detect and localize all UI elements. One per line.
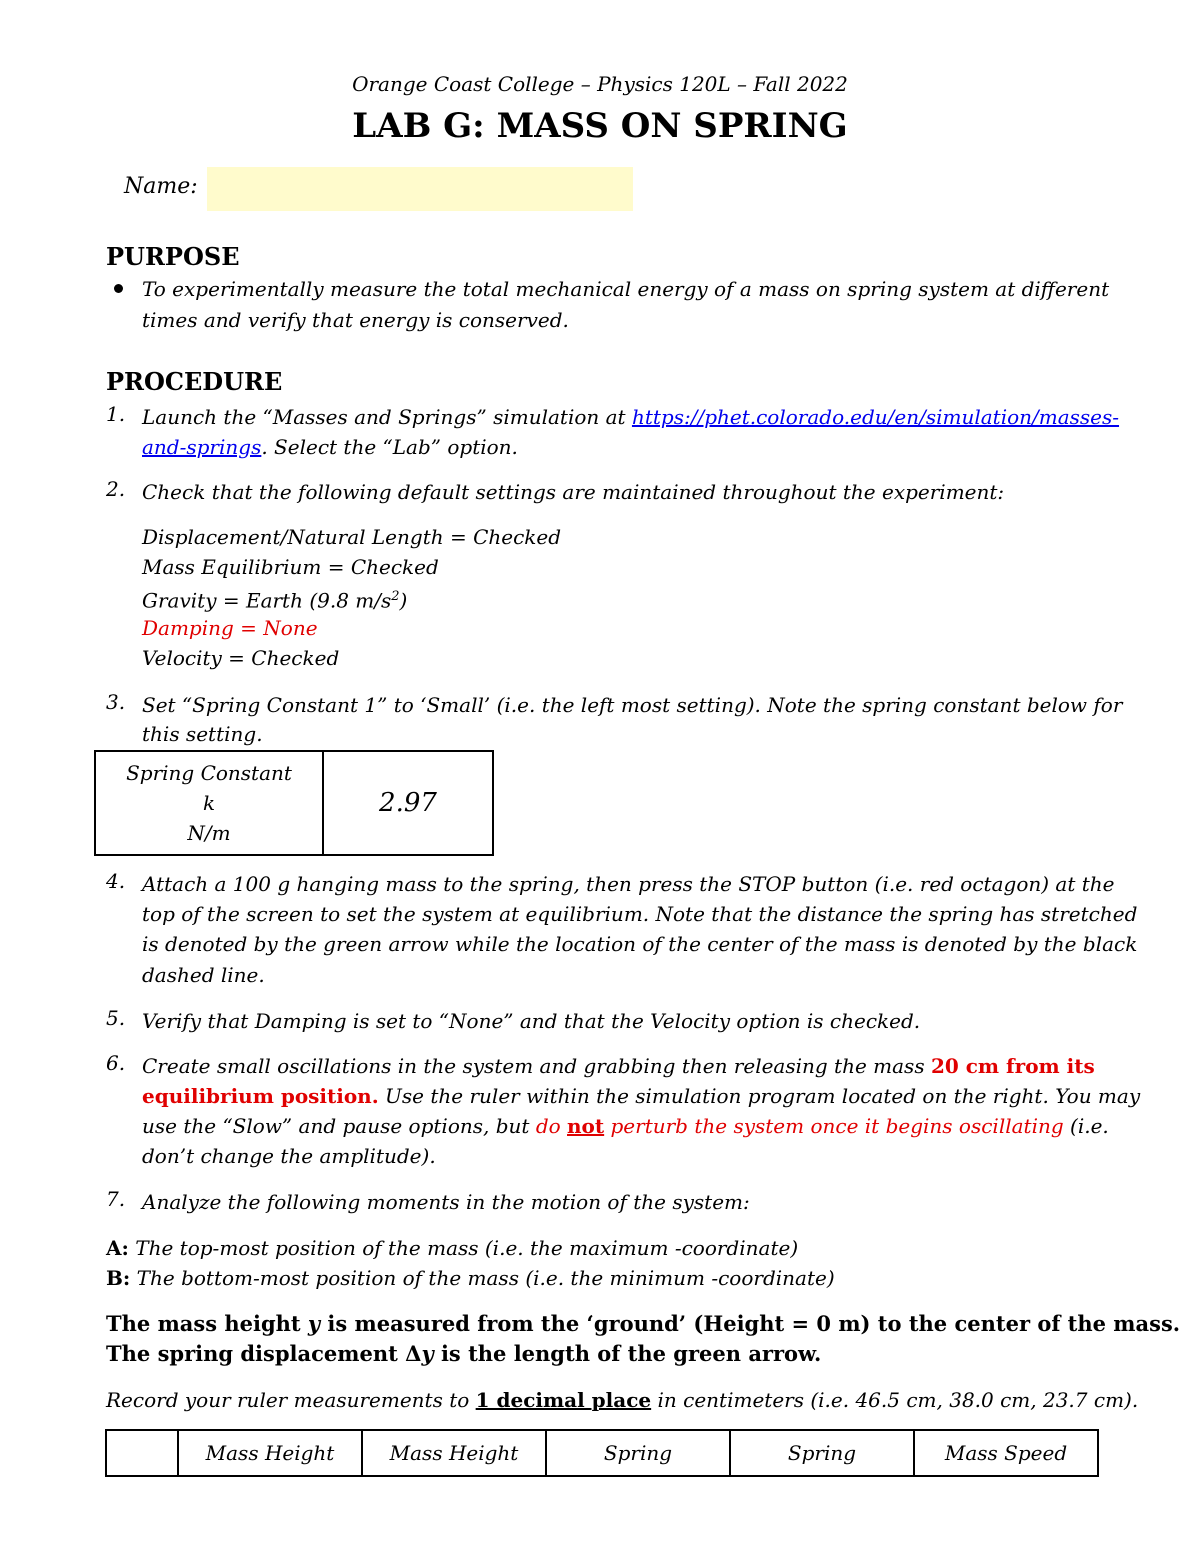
step-6-line-3 [142, 1111, 1109, 1141]
moment-b-label: B: [106, 1266, 131, 1290]
step-6-line-3-red-2: perturb the system once it begins oscillating [604, 1114, 1064, 1138]
step-6-line-3-not: not [567, 1114, 605, 1138]
step-6-line-1-red: 20 cm from its [930, 1054, 1095, 1078]
moment-a-text: The top-most position of the mass (i.e. the maximum -coordinate) [128, 1236, 799, 1260]
step-2-number: 2. [106, 477, 126, 501]
step-6-line-3-text: use the “Slow” and pause options, but [142, 1114, 536, 1138]
spring-constant-label [95, 751, 323, 855]
setting-gravity-text: Gravity = Earth (9.8 m/s [142, 588, 392, 613]
table-header-row [106, 1430, 1098, 1476]
spring-constant-label-2: k [202, 791, 216, 815]
document-header: Orange Coast College – Physics 120L – Fall 2022 [352, 72, 848, 96]
step-4-line-3: is denoted by the green arrow while the location of the center of the mass is denoted by the black [142, 932, 1138, 956]
table-header-cell [106, 1430, 178, 1476]
step-6-number: 6. [106, 1051, 126, 1075]
record-a: Record your ruler measurements to [106, 1388, 476, 1412]
moment-a [106, 1233, 798, 1263]
bold-note-1-var: y [307, 1311, 321, 1336]
setting-displacement: Displacement/Natural Length = Checked [142, 525, 562, 549]
bold-note-1-a: The mass height [106, 1311, 308, 1336]
step-6-line-1-text: Create small oscillations in the system and grabbing then releasing the mass [142, 1054, 931, 1078]
bullet-icon [114, 284, 123, 293]
step-1-text-b: . Select the “Lab” option. [261, 435, 518, 459]
step-4-number: 4. [106, 869, 126, 893]
phet-link[interactable]: https://phet.colorado.edu/en/simulation/masses- [631, 405, 1120, 429]
step-1-line-2 [142, 432, 518, 462]
setting-damping: Damping = None [142, 616, 318, 640]
bold-note-2-b: is the length of the green arrow. [433, 1341, 822, 1366]
moment-a-label: A: [106, 1236, 129, 1260]
setting-gravity [142, 582, 407, 616]
step-6-line-2 [142, 1081, 1140, 1111]
measurement-table [105, 1429, 1099, 1477]
table-header-cell: Mass Height [362, 1430, 546, 1476]
setting-gravity-end: ) [399, 588, 408, 613]
record-instruction [106, 1385, 1138, 1415]
table-header-cell: Spring [730, 1430, 914, 1476]
phet-link-continued[interactable]: and-springs [142, 435, 262, 459]
table-header-cell: Mass Height [178, 1430, 362, 1476]
bold-note-1-b: is measured from the ‘ground’ (Height = 0 m) to the center of the mass. [320, 1311, 1181, 1336]
step-3-line-2: this setting. [142, 722, 263, 746]
step-6-line-2-red: equilibrium position. [142, 1084, 379, 1108]
record-underline: 1 decimal place [475, 1388, 652, 1412]
spring-constant-label-1: Spring Constant [126, 761, 292, 785]
step-5-text: Verify that Damping is set to “None” and that the Velocity option is checked. [142, 1009, 921, 1033]
step-1-number: 1. [106, 402, 126, 426]
table-header-cell: Spring [546, 1430, 730, 1476]
bold-note-line-1 [106, 1309, 1180, 1339]
step-4-line-2: top of the screen to set the system at equilibrium. Note that the distance the spring has stretched [142, 902, 1138, 926]
setting-mass-equilibrium: Mass Equilibrium = Checked [142, 555, 439, 579]
step-6-line-3-red-1: do [535, 1114, 568, 1138]
step-6-line-3-end: (i.e. [1063, 1114, 1109, 1138]
table-header-cell: Mass Speed [914, 1430, 1098, 1476]
purpose-heading: PURPOSE [106, 242, 240, 271]
procedure-heading: PROCEDURE [106, 367, 283, 396]
step-1-line-1 [142, 402, 1119, 432]
bold-note-line-2 [106, 1339, 821, 1369]
spring-constant-value[interactable]: 2.97 [323, 751, 493, 855]
bold-note-2-a: The spring displacement Δ [106, 1341, 422, 1366]
moment-b [106, 1263, 835, 1293]
setting-gravity-sup: 2 [391, 589, 400, 604]
page-title: LAB G: MASS ON SPRING [352, 106, 848, 146]
step-1-text-a: Launch the “Masses and Springs” simulation at [142, 405, 632, 429]
step-6-line-2-text: Use the ruler within the simulation program located on the right. You may [378, 1084, 1141, 1108]
spring-constant-label-3: N/m [187, 821, 231, 845]
bold-note-2-var: y [421, 1341, 434, 1366]
purpose-line-2: times and verify that energy is conserved. [142, 308, 569, 332]
step-3-number: 3. [106, 690, 126, 714]
step-4-line-4: dashed line. [142, 963, 265, 987]
moment-b-text: The bottom-most position of the mass (i.e. the minimum -coordinate) [130, 1266, 835, 1290]
spring-constant-table [94, 750, 494, 856]
step-2-text: Check that the following default settings are maintained throughout the experiment: [142, 480, 1005, 504]
step-4-line-1: Attach a 100 g hanging mass to the spring, then press the STOP button (i.e. red octagon) at the [142, 872, 1115, 896]
purpose-line-1: To experimentally measure the total mechanical energy of a mass on spring system at different [142, 277, 1110, 301]
setting-velocity: Velocity = Checked [142, 646, 340, 670]
step-7-number: 7. [106, 1187, 126, 1211]
step-5-number: 5. [106, 1006, 126, 1030]
name-field[interactable] [207, 167, 633, 211]
step-6-line-1 [142, 1051, 1095, 1081]
name-label: Name: [124, 174, 198, 199]
step-7-text: Analyze the following moments in the motion of the system: [142, 1190, 750, 1214]
step-6-line-4: don’t change the amplitude). [142, 1144, 436, 1168]
step-3-line-1: Set “Spring Constant 1” to ‘Small’ (i.e. the left most setting). Note the spring constant below for [142, 693, 1123, 717]
record-b: in centimeters (i.e. 46.5 cm, 38.0 cm, 23.7 cm). [651, 1388, 1139, 1412]
